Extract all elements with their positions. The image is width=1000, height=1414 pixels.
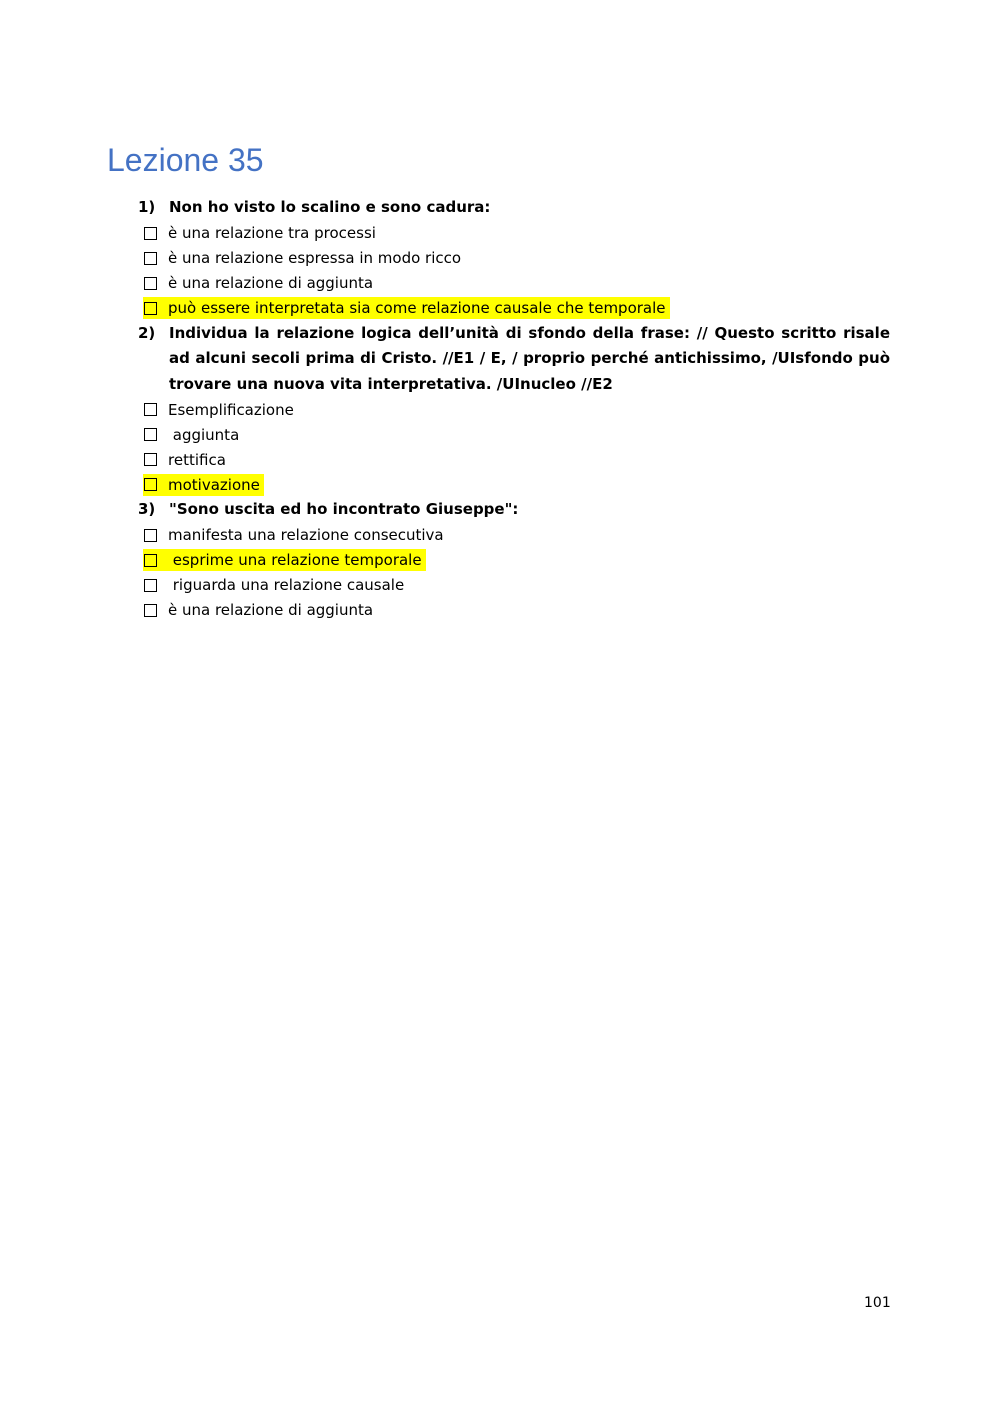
answer-option[interactable]	[144, 221, 890, 246]
checkbox-icon[interactable]	[144, 403, 157, 416]
question-number: 2)	[138, 323, 156, 342]
checkbox-icon[interactable]	[144, 579, 157, 592]
highlight	[143, 474, 264, 496]
question-text: Non ho visto lo scalino e sono cadura:	[169, 198, 491, 216]
option-label: è una relazione di aggiunta	[168, 274, 374, 292]
option-label: è una relazione tra processi	[168, 224, 376, 242]
checkbox-icon[interactable]	[144, 428, 157, 441]
checkbox-icon[interactable]	[144, 302, 157, 315]
answer-option[interactable]	[144, 397, 890, 422]
page-number: 101	[864, 1295, 891, 1311]
page-title: Lezione 35	[107, 142, 264, 178]
checkbox-icon[interactable]	[144, 252, 157, 265]
checkbox-icon[interactable]	[144, 554, 157, 567]
question-2	[138, 321, 890, 398]
answer-option[interactable]	[144, 523, 890, 548]
option-label: rettifica	[168, 450, 226, 469]
quiz-content	[138, 195, 890, 623]
checkbox-icon[interactable]	[144, 453, 157, 466]
question-1	[138, 195, 890, 221]
question-number: 3)	[138, 500, 156, 518]
option-label: Esemplificazione	[168, 400, 294, 419]
checkbox-icon[interactable]	[144, 227, 157, 240]
highlight	[143, 549, 426, 571]
question-text: "Sono uscita ed ho incontrato Giuseppe":	[169, 500, 519, 518]
answer-option[interactable]	[144, 598, 890, 623]
answer-option[interactable]	[144, 573, 890, 598]
option-label: può essere interpretata sia come relazione causale che temporale	[168, 299, 666, 317]
checkbox-icon[interactable]	[144, 529, 157, 542]
option-label: esprime una relazione temporale	[168, 551, 422, 569]
highlight	[143, 297, 670, 319]
option-label: motivazione	[168, 475, 260, 494]
option-label: manifesta una relazione consecutiva	[168, 526, 444, 544]
answer-option[interactable]	[144, 271, 890, 296]
answer-option-highlighted[interactable]	[144, 296, 890, 321]
checkbox-icon[interactable]	[144, 604, 157, 617]
checkbox-icon[interactable]	[144, 277, 157, 290]
answer-option[interactable]	[144, 246, 890, 271]
answer-option[interactable]	[144, 447, 890, 472]
question-text: Individua la relazione logica dell’unità di sfondo della frase: // Questo scritto risale ad alcuni secoli prima di Cristo. //E1 / E, / proprio perché antichissimo, /UIsfondo può trovare una nuova vita interpretativa. /UInucleo //E2	[169, 323, 890, 393]
option-label: è una relazione di aggiunta	[168, 601, 374, 619]
answer-option-highlighted[interactable]	[144, 472, 890, 497]
option-label: è una relazione espressa in modo ricco	[168, 249, 462, 267]
question-number: 1)	[138, 198, 156, 216]
option-label: riguarda una relazione causale	[168, 576, 405, 594]
answer-option[interactable]	[144, 422, 890, 447]
option-label: aggiunta	[168, 425, 240, 444]
question-3	[138, 497, 890, 523]
answer-option-highlighted[interactable]	[144, 548, 890, 573]
checkbox-icon[interactable]	[144, 478, 157, 491]
